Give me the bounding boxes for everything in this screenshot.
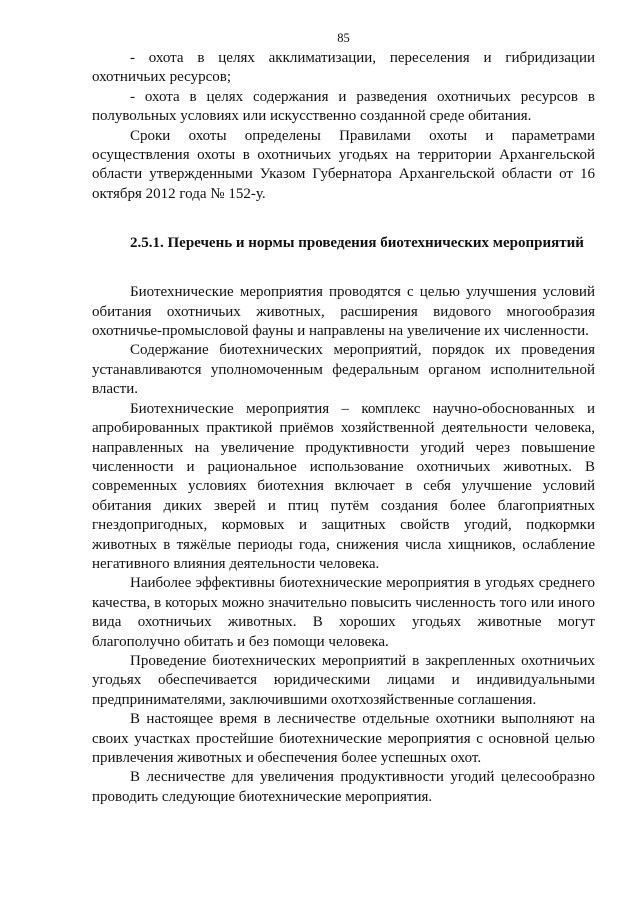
body-paragraph-recommendation: В лесничестве для увеличения продуктивности угодий целесообразно проводить следующие биотехнические мероприятия. xyxy=(92,769,595,805)
list-item-breeding: - охота в целях содержания и разведения охотничьих ресурсов в полувольных условиях или искусственно созданной среде обитания. xyxy=(92,88,595,125)
body-paragraph-effectiveness: Наиболее эффективны биотехнические мероприятия в угодьях среднего качества, в которых можно значительно повысить численность того или иного вида охотничьих животных. В хороших угодьях животные могут благополучно обитать и без помощи человека. xyxy=(92,575,595,650)
body-paragraph-current-practice: В настоящее время в лесничестве отдельные охотники выполняют на своих участках простейшие биотехнические мероприятия с основной целью привлечения животных и обеспечения более успешных охот. xyxy=(92,711,595,766)
body-paragraph-definition: Биотехнические мероприятия – комплекс научно-обоснованных и апробированных практикой приёмов хозяйственной деятельности человека, направленных на увеличение продуктивности угодий через повышение численности и рациональное использование охотничьих животных. В современных условиях биотехния включает в себя улучшение условий обитания диких зверей и птиц путём создания более благоприятных гнездопригодных, кормовых и защитных свойств угодий, подкормки животных в тяжёлые периоды года, снижения числа хищников, ослабление негативного влияния деятельности человека. xyxy=(92,400,595,572)
section-heading: 2.5.1. Перечень и нормы проведения биотехнических мероприятий xyxy=(130,235,584,252)
body-paragraph-content: Содержание биотехнических мероприятий, порядок их проведения устанавливаются уполномоченным федеральным органом исполнительной власти. xyxy=(92,342,595,398)
list-item-acclimatization: - охота в целях акклиматизации, переселения и гибридизации охотничьих ресурсов; xyxy=(92,50,595,86)
body-paragraph-purpose: Биотехнические мероприятия проводятся с целью улучшения условий обитания охотничьих животных, расширения видового многообразия охотничье-промысловой фауны и направлены на увеличение их численности. xyxy=(92,284,595,340)
hunting-dates-paragraph: Сроки охоты определены Правилами охоты и параметрами осуществления охоты в охотничьих угодьях на территории Архангельской области утвержденными Указом Губернатора Архангельской области от 16 октября 2012 года № 152-у. xyxy=(92,127,595,202)
page-number: 85 xyxy=(337,31,350,45)
document-page xyxy=(92,30,595,807)
body-paragraph-responsibility: Проведение биотехнических мероприятий в закрепленных охотничьих угодьях обеспечивается юридическими лицами и индивидуальными предпринимателями, заключившими охотхозяйственные соглашения. xyxy=(92,652,595,708)
